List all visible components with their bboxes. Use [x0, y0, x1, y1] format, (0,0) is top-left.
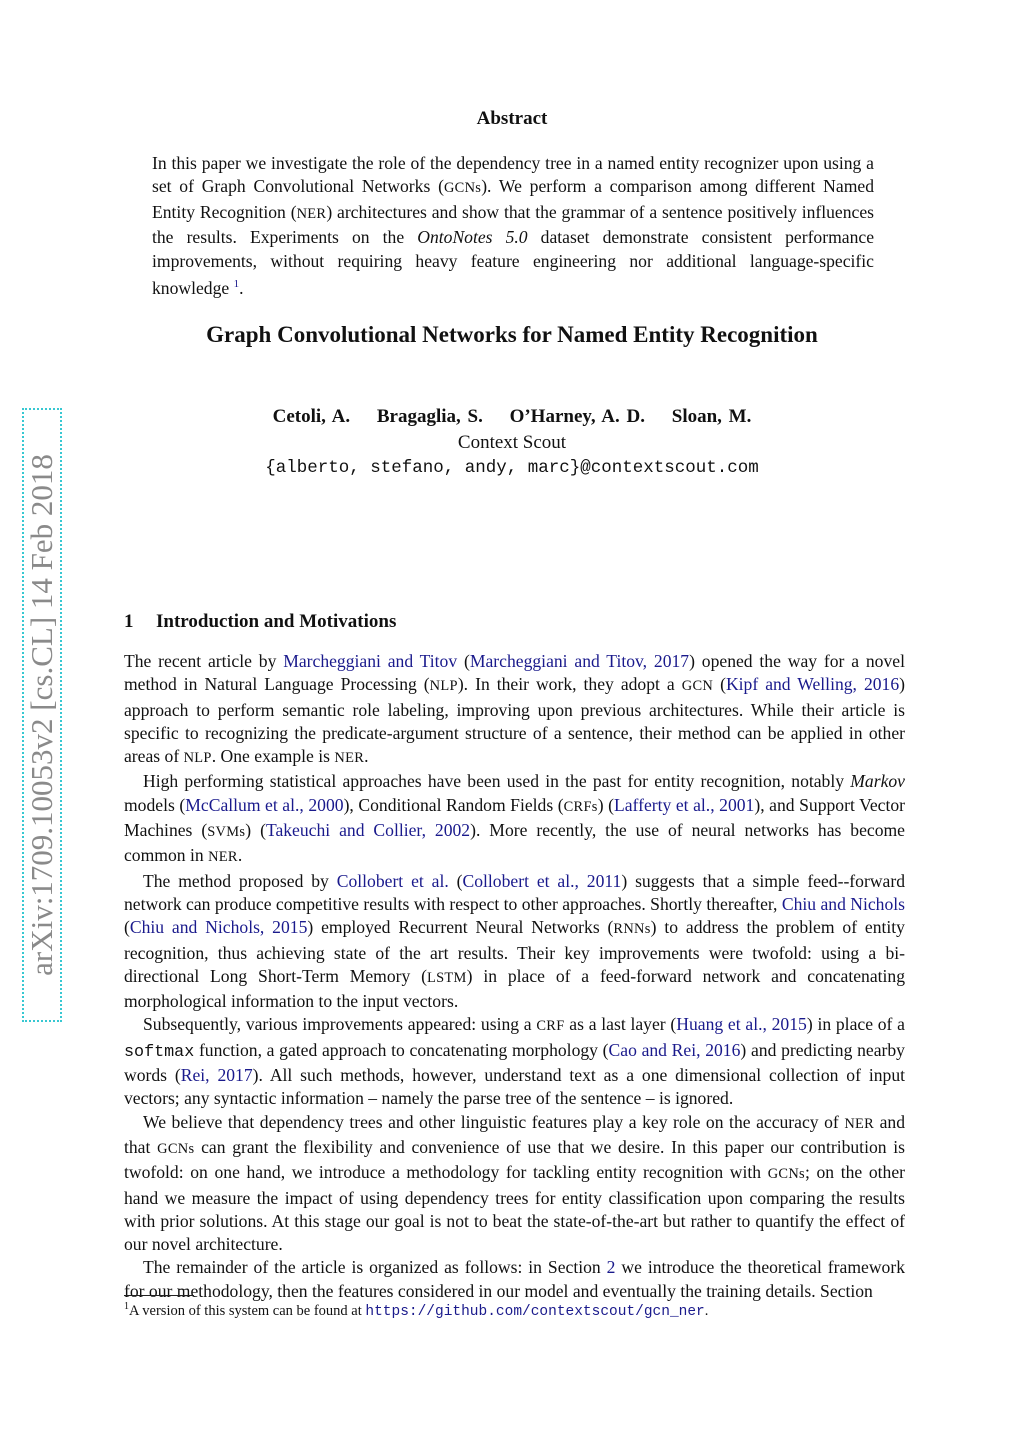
paragraph: Subsequently, various improvements appeared: using a CRF as a last layer (Huang et al., 2015) in place of a softmax function, a gated approach to concatenating morphology (Cao and Rei, 2016) and predicting nearby words (Rei, 2017). All such methods, however, understand text as a one dimensional collection of input vectors; any syntactic information – namely the parse tree of the sentence – is ignored.: [124, 1014, 906, 1109]
affiliation: Context Scout: [457, 432, 567, 453]
citation-link[interactable]: Collobert et al.: [336, 870, 449, 891]
citation-link[interactable]: Chiu and Nichols: [781, 893, 906, 914]
citation-link[interactable]: McCallum et al., 2000: [185, 794, 344, 815]
paragraph: High performing statistical approaches have been used in the past for entity recognition, notably Markov models (McCallum et al., 2000), Conditional Random Fields (CRFs) (Lafferty et al., 2001), and Support Vector Machines (SVMs) (Takeuchi and Collier, 2002). More recently, the use of neural networks has become common in NER.: [124, 771, 905, 866]
citation-link[interactable]: Chiu and Nichols, 2015: [129, 917, 308, 938]
footnote: $^1$A version of this system can be found at https://github.com/contextscout/gcn_ner.: [124, 1301, 709, 1320]
author: Bragaglia, S.: [376, 406, 483, 427]
footnote-rule: [124, 1295, 194, 1296]
abstract-heading: Abstract: [476, 108, 548, 129]
body-text: [124, 650, 905, 1303]
citation-link[interactable]: Rei, 2017: [180, 1065, 253, 1086]
section-ref-link[interactable]: 2: [606, 1257, 616, 1278]
author-emails: {alberto, stefano, andy, marc}@contextscout.com: [265, 458, 759, 478]
citation-link[interactable]: Takeuchi and Collier, 2002: [265, 820, 471, 841]
paragraph: The recent article by Marcheggiani and Titov (Marcheggiani and Titov, 2017) opened the way for a novel method in Natural Language Processing (NLP). In their work, they adopt a GCN (Kipf and Welling, 2016) approach to perform semantic role labeling, improving upon previous architectures. While their article is specific to recognizing the predicate-argument structure of a sentence, their method can be applied in other areas of NLP. One example is NER.: [124, 651, 905, 767]
paragraph: We believe that dependency trees and other linguistic features play a key role on the accuracy of NER and that GCNs can grant the flexibility and convenience of use that we desire. In this paper our contribution is twofold: on one hand, we introduce a methodology for tackling entity recognition with GCNs; on the other hand we measure the impact of using dependency trees for entity classification upon comparing the results with prior solutions. At this stage our goal is not to beat the state-of-the-art but rather to quantify the effect of our novel architecture.: [124, 1111, 906, 1255]
paragraph: The remainder of the article is organized as follows: in Section 2 we introduce the theoretical framework for our methodology, then the features considered in our model and eventually the training details. Section: [124, 1257, 905, 1301]
paper-title: Graph Convolutional Networks for Named Entity Recognition: [206, 322, 818, 347]
paragraph: The method proposed by Collobert et al. (Collobert et al., 2011) suggests that a simple feed--forward network can produce competitive results with respect to other approaches. Shortly thereafter, Chiu and Nichols (Chiu and Nichols, 2015) employed Recurrent Neural Networks (RNNs) to address the problem of entity recognition, thus achieving state of the art results. Their key improvements were twofold: using a bi-directional Long Short-Term Memory (LSTM) in place of a feed-forward network and concatenating morphological information to the input vectors.: [124, 870, 906, 1012]
citation-link[interactable]: Collobert et al., 2011: [462, 870, 622, 891]
author: O’Harney, A. D.: [509, 406, 645, 427]
citation-link[interactable]: Lafferty et al., 2001: [613, 794, 755, 815]
citation-link[interactable]: Kipf and Welling, 2016: [725, 674, 900, 695]
arxiv-stamp-text: arXiv:1709.10053v2 [cs.CL] 14 Feb 2018: [24, 454, 59, 976]
arxiv-stamp: [22, 408, 62, 1022]
abstract-body: In this paper we investigate the role of the dependency tree in a named entity recognizer upon using a set of Graph Convolutional Networks (GCNs). We perform a comparison among different Named Entity Recognition (NER) architectures and show that the grammar of a sentence positively influences the results. Experiments on the OntoNotes 5.0 dataset demonstrate consistent performance improvements, without requiring heavy feature engineering nor additional language-specific knowledge $^1$.: [152, 153, 874, 298]
citation-link[interactable]: Marcheggiani and Titov: [283, 651, 458, 671]
citation-link[interactable]: Cao and Rei, 2016: [608, 1039, 741, 1060]
section-heading: 1 Introduction and Motivations: [124, 611, 397, 632]
citation-link[interactable]: Marcheggiani and Titov, 2017: [469, 651, 690, 671]
author-list: [0, 406, 1024, 428]
author: Sloan, M.: [671, 406, 752, 427]
footnote-ref[interactable]: 1: [233, 278, 240, 291]
footnote-url-link[interactable]: https://github.com/contextscout/gcn_ner: [365, 1303, 705, 1320]
citation-link[interactable]: Huang et al., 2015: [676, 1014, 807, 1035]
author: Cetoli, A.: [272, 406, 351, 427]
